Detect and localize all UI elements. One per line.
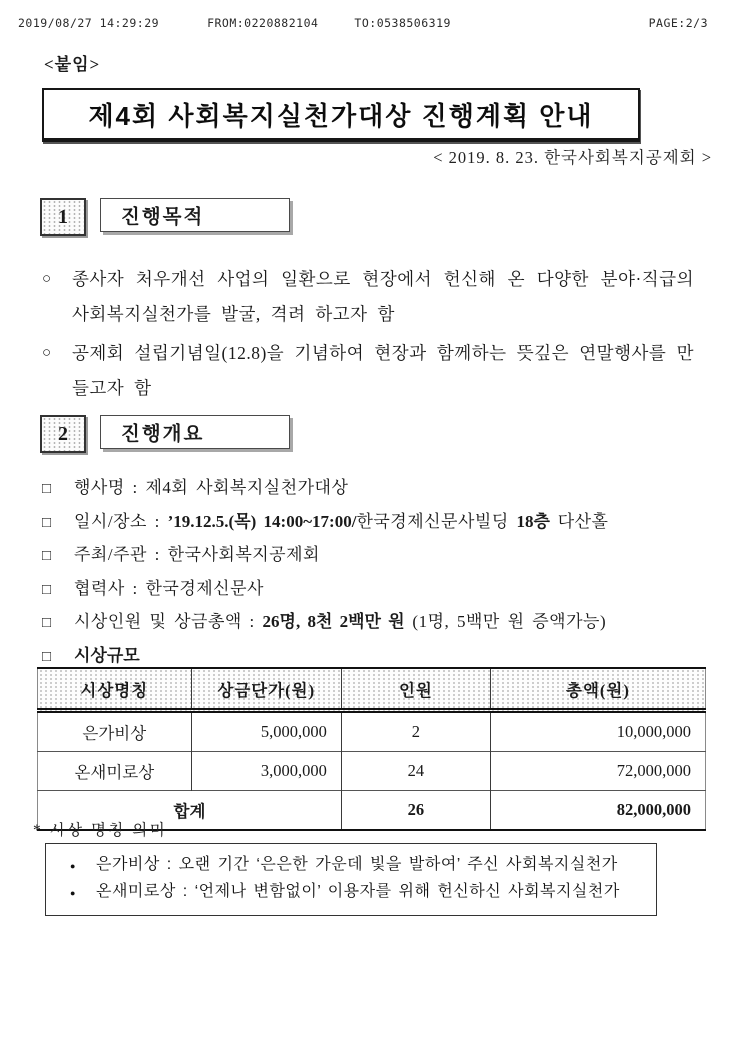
page-title: 제4회 사회복지실천가대상 진행계획 안내 <box>88 100 594 131</box>
overview-text-segment: 다산홀 <box>549 511 609 531</box>
table-column-header: 총액(원) <box>490 668 705 711</box>
overview-item-list <box>42 473 732 674</box>
award-meaning-item <box>70 852 656 879</box>
overview-item-text <box>74 607 606 632</box>
total-amount-cell: 72,000,000 <box>490 752 705 791</box>
award-meaning-box <box>45 843 657 916</box>
overview-item-text <box>74 540 320 565</box>
overview-item <box>42 607 732 641</box>
fax-to-number: TO:0538506319 <box>354 16 451 30</box>
total-amount-cell: 82,000,000 <box>490 791 705 831</box>
fax-datetime: 2019/08/27 14:29:29 <box>18 16 160 30</box>
overview-text-segment: 시상인원 및 상금총액 : <box>74 612 263 631</box>
purpose-item-text: 종사자 처우개선 사업의 일환으로 현장에서 헌신해 온 다양한 분야·직급의 사회복지실천가를 발굴, 격려 하고자 함 <box>72 269 694 324</box>
section-1-header <box>40 198 290 236</box>
total-count-cell: 26 <box>341 791 490 831</box>
section-2-heading: 진행개요 <box>100 415 290 449</box>
circle-bullet-icon: ○ <box>42 271 52 287</box>
square-bullet-icon: □ <box>42 514 52 531</box>
table-column-header: 인원 <box>341 668 490 711</box>
purpose-item-text: 공제회 설립기념일(12.8)을 기념하여 현장과 함께하는 뜻깊은 연말행사를 만들고자 함 <box>72 343 694 398</box>
fax-page-indicator: PAGE:2/3 <box>648 16 708 30</box>
overview-item-text <box>74 473 348 498</box>
fax-from-number: FROM:0220882104 <box>207 16 319 30</box>
overview-text-segment: 한국경제신문사빌딩 <box>356 511 517 531</box>
table-row <box>38 711 706 752</box>
count-cell: 2 <box>341 711 490 752</box>
purpose-item <box>42 336 694 406</box>
square-bullet-icon: □ <box>42 548 52 564</box>
square-bullet-icon: □ <box>42 481 52 497</box>
attachment-label: <붙임> <box>44 55 101 74</box>
overview-text-segment: 주최/주관 : 한국사회복지공제회 <box>74 545 320 564</box>
total-amount-cell: 10,000,000 <box>490 711 705 752</box>
overview-text-segment: (1명, 5백만 원 증액가능) <box>404 612 607 631</box>
circle-bullet-icon: ○ <box>42 345 52 361</box>
overview-item-text <box>74 641 140 666</box>
overview-text-segment: 협력사 : 한국경제신문사 <box>74 578 264 598</box>
square-bullet-icon: □ <box>42 648 52 665</box>
award-name-cell: 은가비상 <box>38 711 192 752</box>
square-bullet-icon: □ <box>42 581 52 598</box>
section-2-number-box: 2 <box>40 415 86 453</box>
document-title-box <box>42 88 640 142</box>
dot-bullet-icon: ● <box>70 888 76 898</box>
unit-amount-cell: 3,000,000 <box>191 752 341 791</box>
overview-text-segment: 시상규모 <box>74 645 140 665</box>
purpose-item <box>42 262 694 332</box>
footnote-title: * 시상 명칭 의미 <box>33 822 168 839</box>
award-meaning-item <box>70 879 656 906</box>
overview-item-text <box>74 574 264 599</box>
fax-transmission-header <box>18 16 708 30</box>
overview-text-segment: 18층 <box>516 511 550 531</box>
table-header-row <box>38 668 706 711</box>
overview-text-segment: 행사명 : 제4회 사회복지실천가대상 <box>74 478 349 497</box>
section-1-heading: 진행목적 <box>100 198 290 232</box>
purpose-item-list <box>42 262 694 410</box>
overview-item <box>42 473 732 507</box>
overview-item <box>42 574 732 608</box>
square-bullet-icon: □ <box>42 615 52 631</box>
overview-item <box>42 540 732 574</box>
table-row <box>38 752 706 791</box>
total-label-cell: 합계 <box>38 791 342 831</box>
dot-bullet-icon: ● <box>70 861 76 871</box>
overview-text-segment: 일시/장소 : <box>74 511 168 531</box>
section-1-number-box: 1 <box>40 198 86 236</box>
award-meaning-text: 온새미로상 : ‘언제나 변함없이’ 이용자를 위해 헌신하신 사회복지실천가 <box>96 883 620 900</box>
table-column-header: 상금단가(원) <box>191 668 341 711</box>
overview-text-segment: 26명, 8천 2백만 원 <box>262 612 405 631</box>
date-organization-subtitle: < 2019. 8. 23. 한국사회복지공제회 > <box>433 148 712 167</box>
award-size-table <box>37 667 706 831</box>
award-meaning-text: 은가비상 : 오랜 기간 ‘은은한 가운데 빛을 발하여’ 주신 사회복지실천가 <box>96 856 618 873</box>
unit-amount-cell: 5,000,000 <box>191 711 341 752</box>
table-column-header: 시상명칭 <box>38 668 192 711</box>
overview-item <box>42 507 732 541</box>
count-cell: 24 <box>341 752 490 791</box>
overview-item-text <box>74 507 608 532</box>
section-2-header <box>40 415 290 453</box>
award-name-cell: 온새미로상 <box>38 752 192 791</box>
overview-text-segment: ’19.12.5.(목) 14:00~17:00/ <box>167 511 357 531</box>
